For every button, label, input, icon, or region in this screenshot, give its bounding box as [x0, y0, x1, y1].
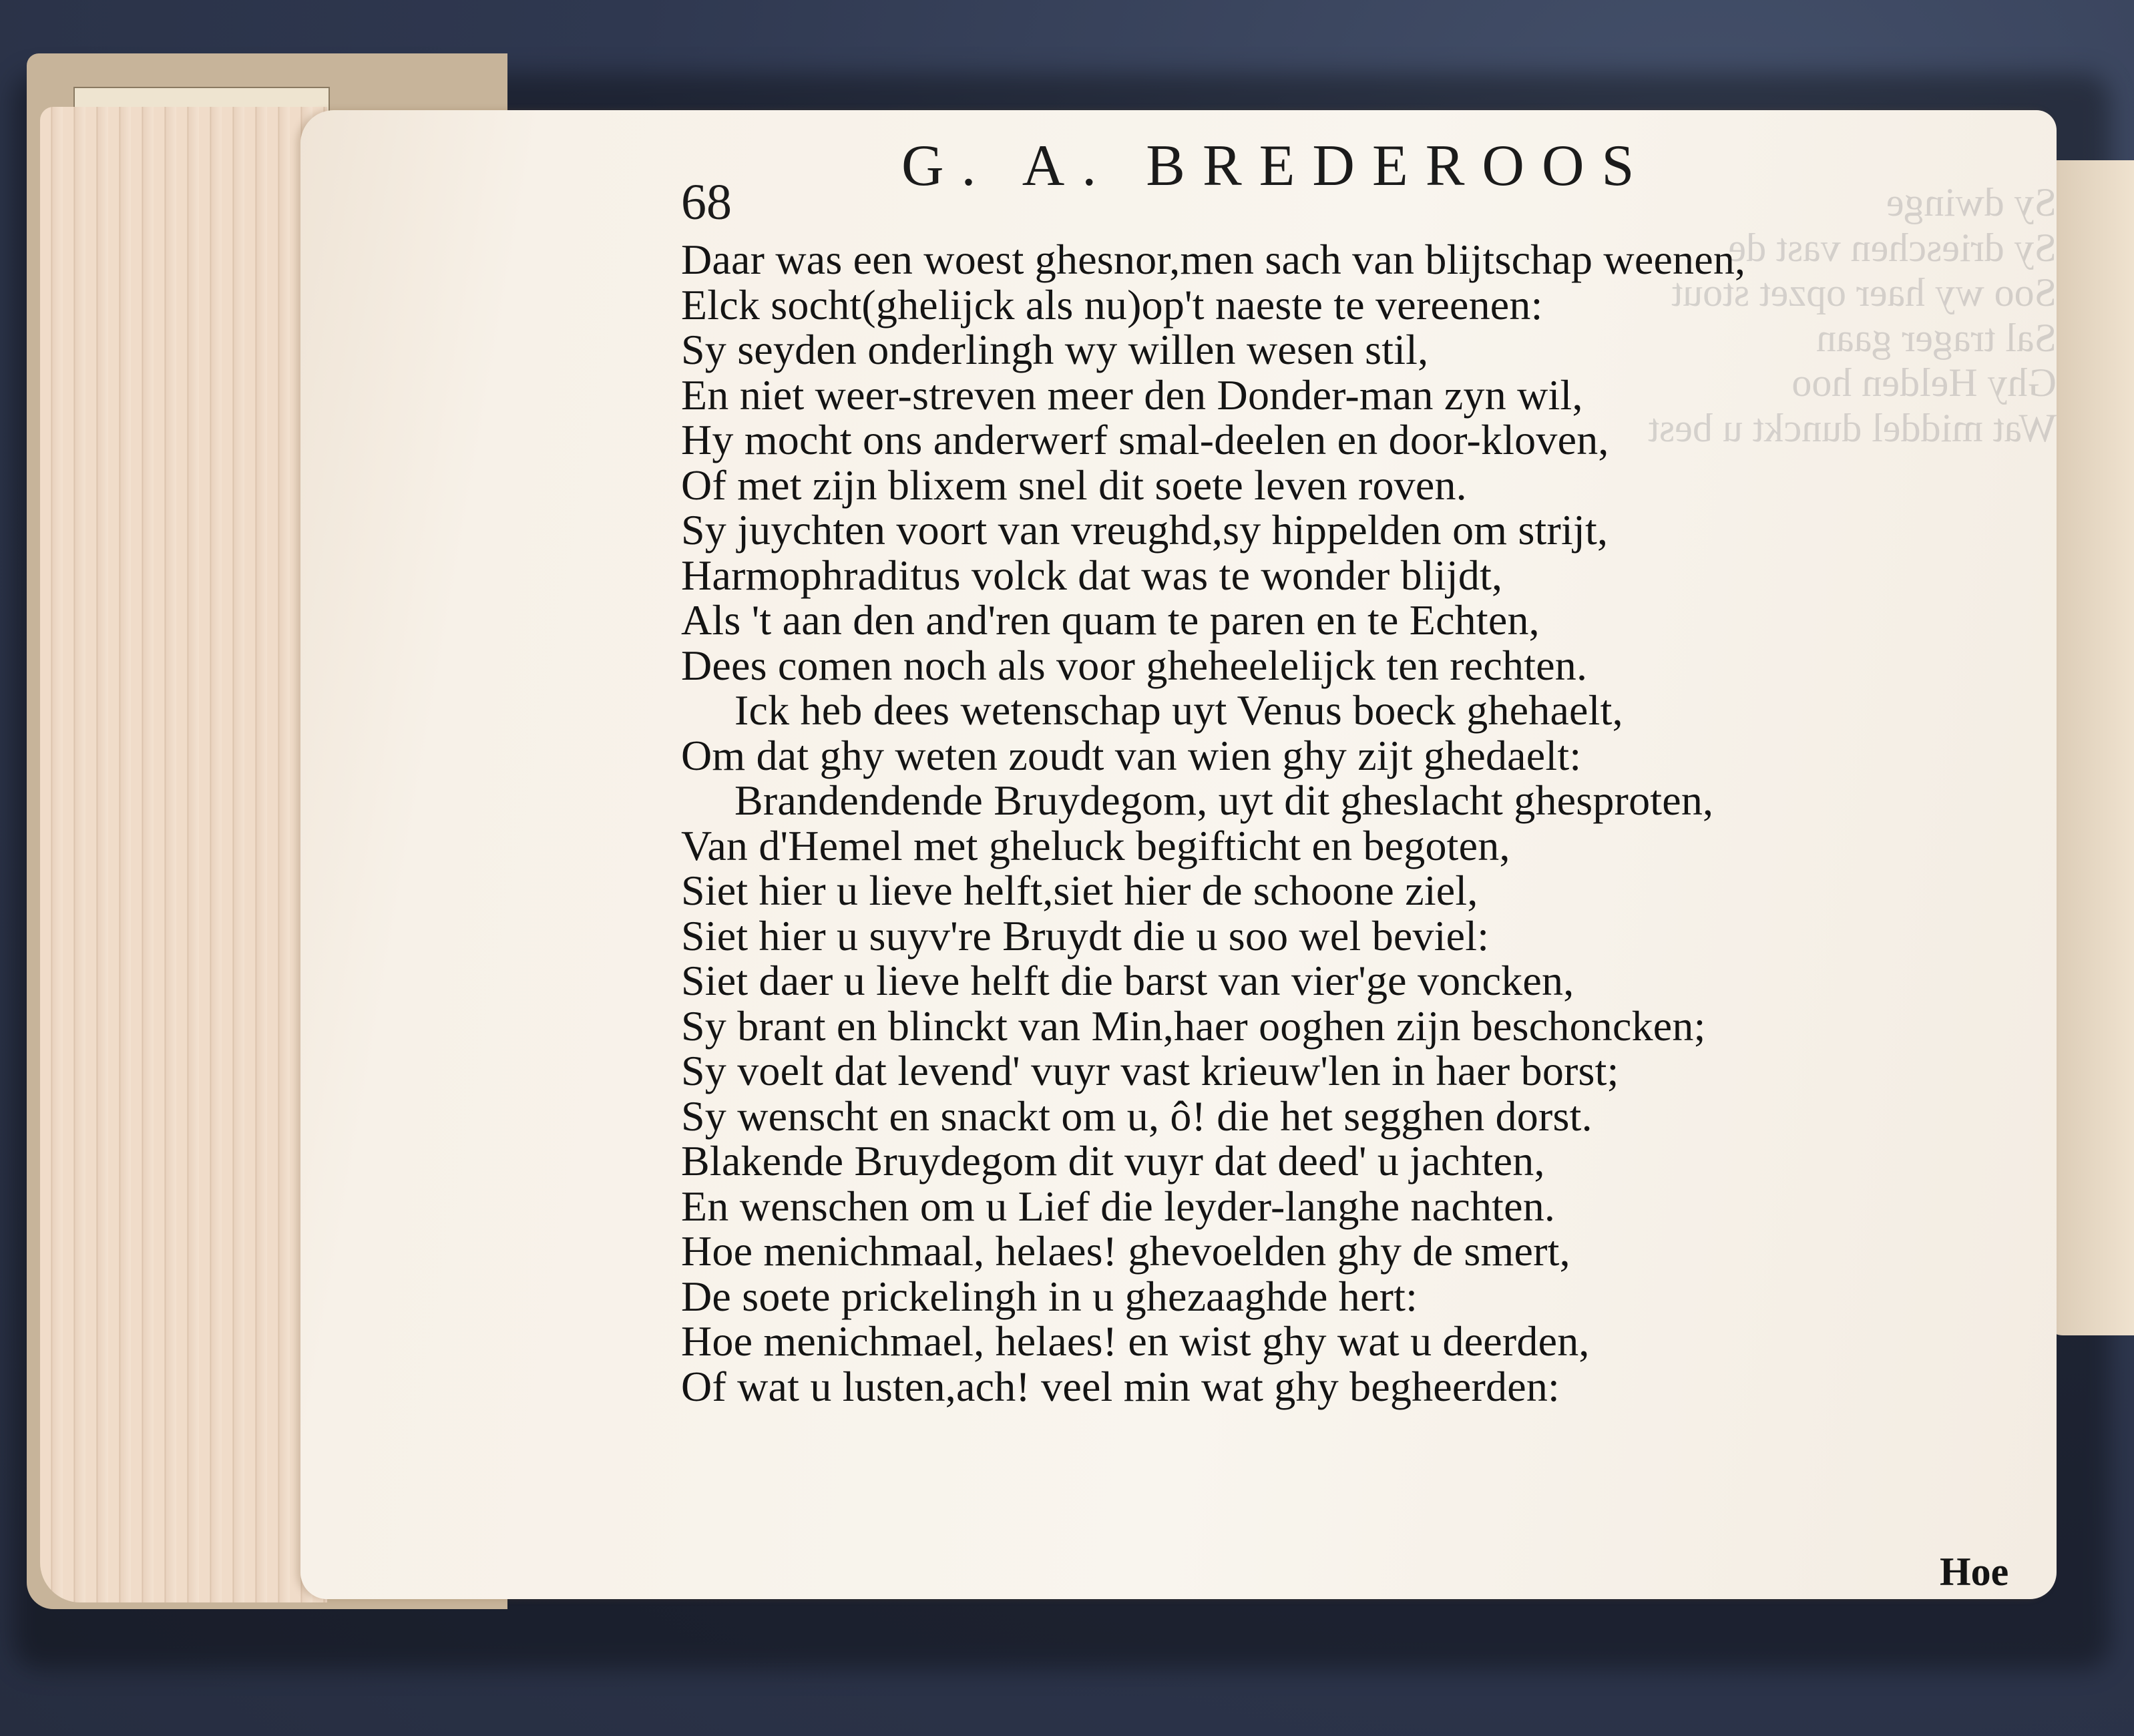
- verse-line: Sy wenscht en snackt om u, ô! die het segghen dorst.: [681, 1092, 1592, 1140]
- verse-line: Dees comen noch als voor gheheelelijck ten rechten.: [681, 641, 1588, 689]
- verse-line: Harmophraditus volck dat was te wonder blijdt,: [681, 551, 1503, 599]
- verse-line: Of wat u lusten,ach! veel min wat ghy begheerden:: [681, 1362, 1560, 1410]
- bleed-through-text: Sy dwinge Sy drieschen vast de Soo wy haer opzet stout Sal trager gaan Ghy Helden hoo Wat middel dunckt u best: [1648, 180, 2057, 450]
- verse-line: Sy juychten voort van vreughd,sy hippelden om strijt,: [681, 506, 1609, 554]
- verse-line: Siet daer u lieve helft die barst van vier'ge voncken,: [681, 957, 1574, 1004]
- verse-line: Hy mocht ons anderwerf smal-deelen en door-kloven,: [681, 416, 1609, 463]
- verse-line: Elck socht(ghelijck als nu)op't naeste te vereenen:: [681, 280, 1543, 329]
- verse-line: Ick heb dees wetenschap uyt Venus boeck ghehaelt,: [734, 686, 1623, 734]
- verse-line: Sy voelt dat levend' vuyr vast krieuw'len in haer borst;: [681, 1047, 1619, 1094]
- verse-line: Brandendende Bruydegom, uyt dit gheslacht ghesproten,: [734, 777, 1714, 824]
- page-edges: [40, 107, 327, 1602]
- verse-line: Hoe menichmaal, helaes! ghevoelden ghy de smert,: [681, 1227, 1570, 1275]
- verse-line: De soete prickelingh in u ghezaaghde hert:: [681, 1272, 1418, 1320]
- verse-lines: [681, 237, 2050, 1409]
- running-head: G. A. BREDEROOS: [901, 134, 1652, 198]
- verse-line: Daar was een woest ghesnor,men sach van blijtschap weenen,: [681, 236, 1746, 283]
- facing-page-edge: [2043, 160, 2134, 1335]
- verse-line: En niet weer-streven meer den Donder-man zyn wil,: [681, 371, 1583, 419]
- verse-line: Hoe menichmael, helaes! en wist ghy wat u deerden,: [681, 1317, 1590, 1365]
- verse-line: En wenschen om u Lief die leyder-langhe nachten.: [681, 1182, 1556, 1230]
- verse-line: Sy brant en blinckt van Min,haer ooghen zijn beschoncken;: [681, 1002, 1706, 1050]
- verse-line: Als 't aan den and'ren quam te paren en te Echten,: [681, 596, 1540, 644]
- verse-line: Van d'Hemel met gheluck begifticht en begoten,: [681, 821, 1510, 869]
- verse-line: Siet hier u lieve helft,siet hier de schoone ziel,: [681, 867, 1478, 914]
- page-number: 68: [681, 174, 732, 230]
- verse-line: Siet hier u suyv're Bruydt die u soo wel beviel:: [681, 911, 1490, 959]
- verse-line: Sy seyden onderlingh wy willen wesen stil,: [681, 326, 1429, 373]
- verse-line: Blakende Bruydegom dit vuyr dat deed' u jachten,: [681, 1137, 1545, 1184]
- page-header: [681, 120, 2050, 237]
- text-block: [681, 120, 2050, 1409]
- verse-line: Om dat ghy weten zoudt van wien ghy zijt ghedaelt:: [681, 731, 1582, 779]
- catchword: Hoe: [1940, 1550, 2009, 1594]
- verse-line: Of met zijn blixem snel dit soete leven roven.: [681, 461, 1467, 509]
